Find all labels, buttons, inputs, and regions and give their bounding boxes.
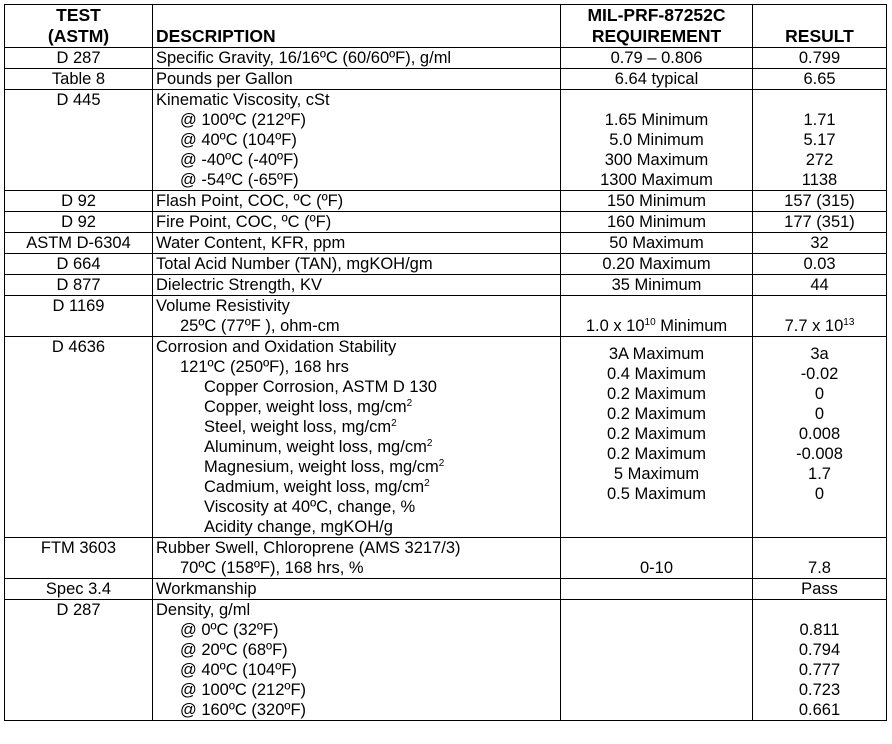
- test-method: D 92: [5, 212, 153, 233]
- table-row: [5, 233, 887, 254]
- description: Specific Gravity, 16/16ºC (60/60ºF), g/ml: [153, 48, 561, 69]
- requirement: 6.64 typical: [561, 69, 753, 90]
- test-method: D 287: [5, 48, 153, 69]
- table-row: [5, 275, 887, 296]
- description: Volume Resistivity 25ºC (77ºF ), ohm-cm: [153, 296, 561, 337]
- table-row: [5, 212, 887, 233]
- spec-table: [4, 4, 887, 721]
- header-test: TEST (ASTM): [5, 5, 153, 48]
- description: Water Content, KFR, ppm: [153, 233, 561, 254]
- description: Fire Point, COC, ºC (ºF): [153, 212, 561, 233]
- requirement: 0.79 – 0.806: [561, 48, 753, 69]
- requirement: 160 Minimum: [561, 212, 753, 233]
- description: Kinematic Viscosity, cSt @ 100ºC (212ºF) @ 40ºC (104ºF) @ -40ºC (-40ºF) @ -54ºC (-65ºF): [153, 90, 561, 191]
- test-method: Spec 3.4: [5, 579, 153, 600]
- result: Pass: [753, 579, 887, 600]
- test-method: D 4636: [5, 337, 153, 538]
- result: 7.7 x $10^{13}$: [753, 296, 887, 337]
- requirement: 3A Maximum 0.4 Maximum 0.2 Maximum 0.2 Maximum 0.2 Maximum 0.2 Maximum 5 Maximum 0.5 Maximum: [561, 337, 753, 538]
- description: Density, g/ml @ 0ºC (32ºF) @ 20ºC (68ºF) @ 40ºC (104ºF) @ 100ºC (212ºF) @ 160ºC (320ºF): [153, 600, 561, 721]
- result: 0.811 0.794 0.777 0.723 0.661: [753, 600, 887, 721]
- table-row: [5, 69, 887, 90]
- test-method: D 445: [5, 90, 153, 191]
- description: Workmanship: [153, 579, 561, 600]
- header-requirement: MIL-PRF-87252C REQUIREMENT: [561, 5, 753, 48]
- description: Pounds per Gallon: [153, 69, 561, 90]
- test-method: D 877: [5, 275, 153, 296]
- table-row: [5, 538, 887, 579]
- requirement: 35 Minimum: [561, 275, 753, 296]
- requirement: 0.20 Maximum: [561, 254, 753, 275]
- result: 0.799: [753, 48, 887, 69]
- header-result: RESULT: [753, 5, 887, 48]
- table-row: [5, 296, 887, 337]
- description: Flash Point, COC, ºC (ºF): [153, 191, 561, 212]
- header-row: [5, 5, 887, 48]
- result: 0.03: [753, 254, 887, 275]
- table-row: [5, 90, 887, 191]
- requirement: 0-10: [561, 538, 753, 579]
- test-method: FTM 3603: [5, 538, 153, 579]
- table-row: [5, 579, 887, 600]
- requirement: 50 Maximum: [561, 233, 753, 254]
- description: Total Acid Number (TAN), mgKOH/gm: [153, 254, 561, 275]
- result: 32: [753, 233, 887, 254]
- requirement: 1.65 Minimum 5.0 Minimum 300 Maximum 1300 Maximum: [561, 90, 753, 191]
- table-row: [5, 600, 887, 721]
- test-method: Table 8: [5, 69, 153, 90]
- result: 6.65: [753, 69, 887, 90]
- requirement: [561, 600, 753, 721]
- table-row: [5, 337, 887, 538]
- result: 7.8: [753, 538, 887, 579]
- table-row: [5, 254, 887, 275]
- description: Corrosion and Oxidation Stability 121ºC (250ºF), 168 hrs Copper Corrosion, ASTM D 130 Copper, weight loss, $mg/cm^2$ Steel, weight loss, $mg/cm^2$ Aluminum, weight loss, $mg/cm^2$ Magnesium, weight loss, $mg/cm^2$ Cadmium, weight loss, $mg/cm^2$ Viscosity at 40ºC, change, % Acidity change, mgKOH/g: [153, 337, 561, 538]
- result: 157 (315): [753, 191, 887, 212]
- result: 3a -0.02 0 0 0.008 -0.008 1.7 0: [753, 337, 887, 538]
- description: Dielectric Strength, KV: [153, 275, 561, 296]
- requirement: [561, 579, 753, 600]
- result: 177 (351): [753, 212, 887, 233]
- description: Rubber Swell, Chloroprene (AMS 3217/3) 70ºC (158ºF), 168 hrs, %: [153, 538, 561, 579]
- header-description: DESCRIPTION: [153, 5, 561, 48]
- result: 1.71 5.17 272 1138: [753, 90, 887, 191]
- test-method: D 92: [5, 191, 153, 212]
- test-method: D 664: [5, 254, 153, 275]
- table-row: [5, 191, 887, 212]
- test-method: ASTM D-6304: [5, 233, 153, 254]
- result: 44: [753, 275, 887, 296]
- test-method: D 287: [5, 600, 153, 721]
- test-method: D 1169: [5, 296, 153, 337]
- requirement: 1.0 x $10^{10}$ Minimum: [561, 296, 753, 337]
- requirement: 150 Minimum: [561, 191, 753, 212]
- table-row: [5, 48, 887, 69]
